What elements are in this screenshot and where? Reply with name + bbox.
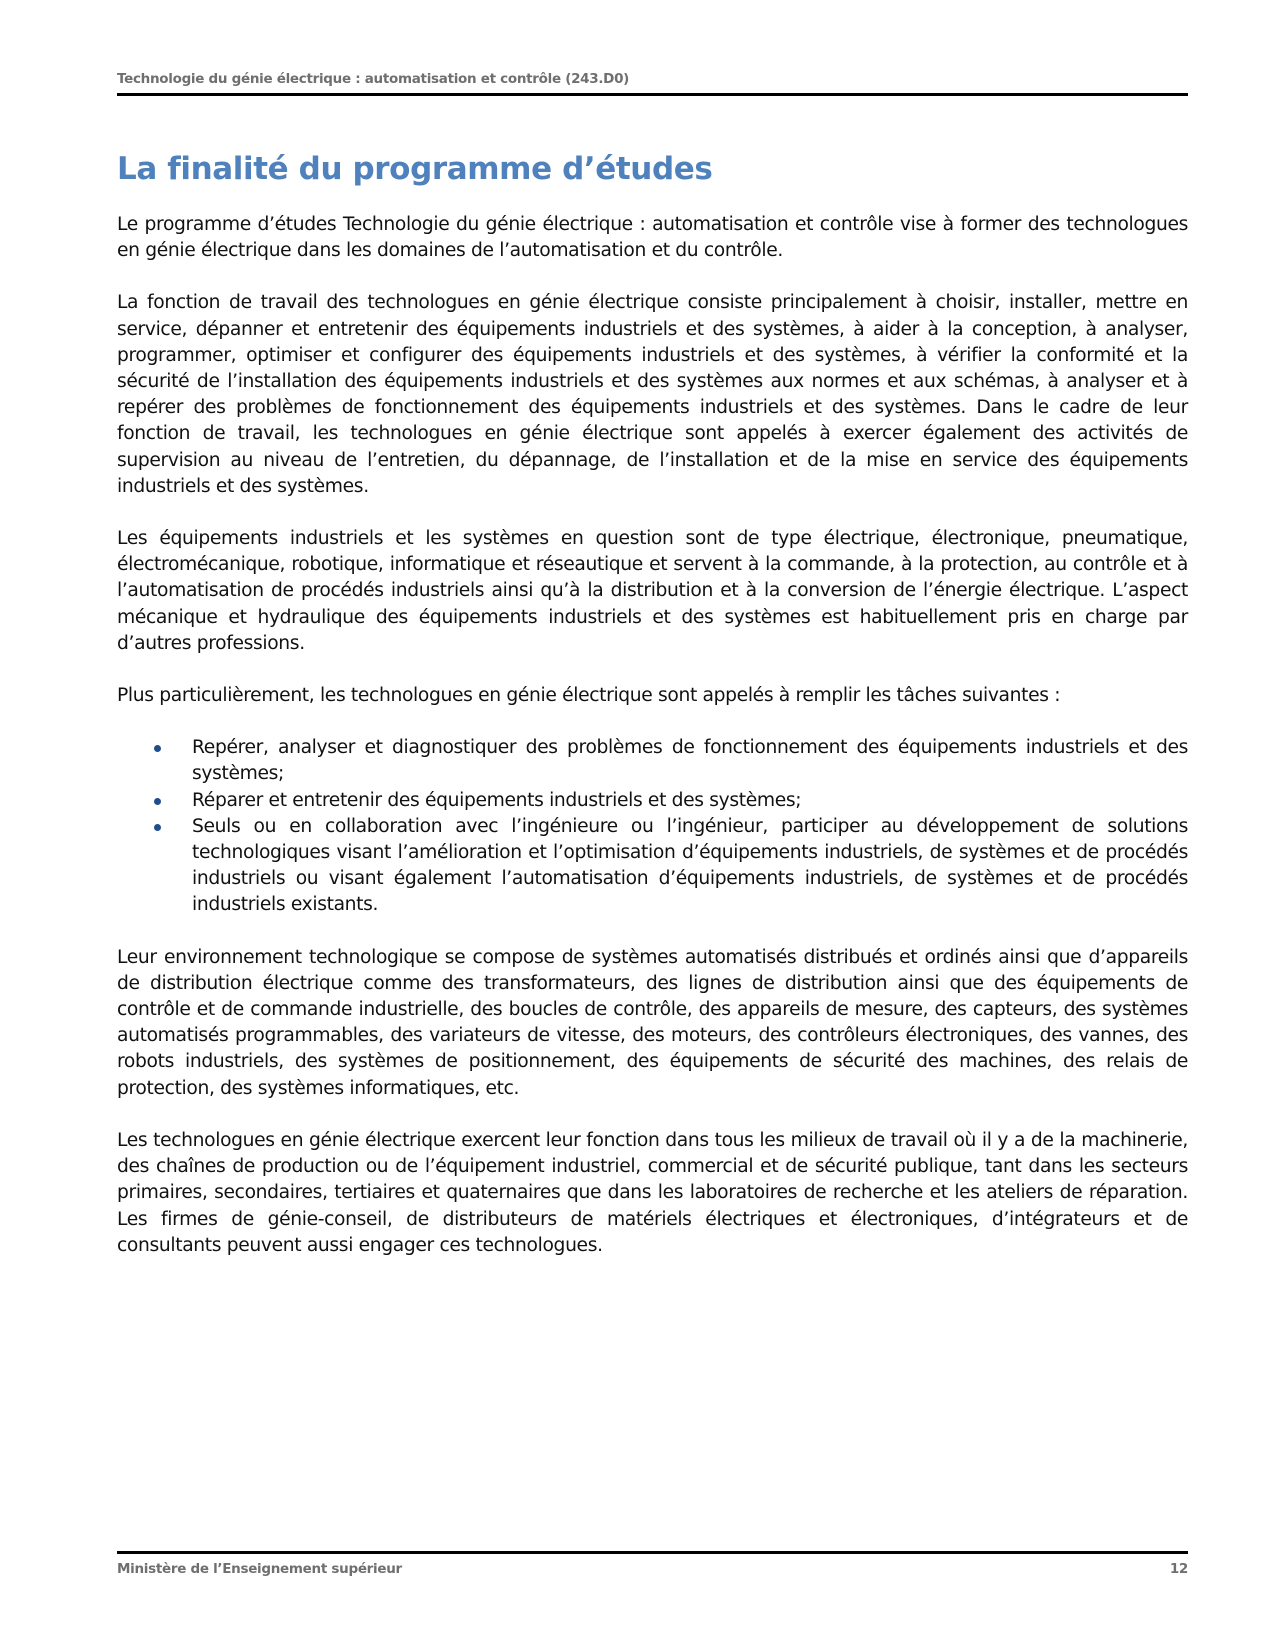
bullet-icon — [154, 745, 161, 752]
bullet-icon — [154, 798, 161, 805]
page-content — [117, 148, 1188, 1259]
bullet-icon — [154, 824, 161, 831]
paragraph-environment: Leur environnement technologique se compose de systèmes automatisés distribués et ordinés ainsi que d’appareils de distribution électrique comme des transformateurs, des lignes de distribution ainsi que des équipements de contrôle et de commande industrielle, des boucles de contrôle, des appareils de mesure, des capteurs, des systèmes automatisés programmables, des variateurs de vitesse, des moteurs, des contrôleurs électroniques, des vannes, des robots industriels, des systèmes de positionnement, des équipements de sécurité des machines, des relais de protection, des systèmes informatiques, etc. — [117, 946, 1188, 1099]
header-rule — [117, 93, 1188, 96]
task-text: Seuls ou en collaboration avec l’ingénieure ou l’ingénieur, participer au développement de solutions technologiques visant l’amélioration et l’optimisation d’équipements industriels, de systèmes et de procédés industriels ou visant également l’automatisation d’équipements industriels, de systèmes et de procédés industriels existants. — [192, 815, 1188, 916]
page-header — [117, 70, 1188, 96]
page-footer — [117, 1551, 1188, 1578]
footer-organization: Ministère de l’Enseignement supérieur — [117, 1561, 402, 1577]
task-list-item — [117, 814, 1188, 919]
page-number: 12 — [1169, 1561, 1188, 1577]
task-list — [117, 735, 1188, 918]
paragraph-intro: Le programme d’études Technologie du génie électrique : automatisation et contrôle vise à former des technologues en génie électrique dans les domaines de l’automatisation et du contrôle. — [117, 214, 1188, 262]
task-text: Réparer et entretenir des équipements industriels et des systèmes; — [192, 789, 802, 811]
section-title: La finalité du programme d’études — [117, 151, 713, 187]
task-text: Repérer, analyser et diagnostiquer des problèmes de fonctionnement des équipements industriels et des systèmes; — [192, 737, 1188, 785]
paragraph-work-function: La fonction de travail des technologues en génie électrique consiste principalement à choisir, installer, mettre en service, dépanner et entretenir des équipements industriels et des systèmes, à aider à la conception, à analyser, programmer, optimiser et configurer des équipements industriels et des systèmes, à vérifier la conformité et la sécurité de l’installation des équipements industriels et des systèmes aux normes et aux schémas, à analyser et à repérer des problèmes de fonctionnement des équipements industriels et des systèmes. Dans le cadre de leur fonction de travail, les technologues en génie électrique sont appelés à exercer également des activités de supervision au niveau de l’entretien, du dépannage, de l’installation et de la mise en service des équipements industriels et des systèmes. — [117, 292, 1188, 497]
task-list-item — [117, 788, 1188, 814]
paragraph-tasks-intro: Plus particulièrement, les technologues en génie électrique sont appelés à remplir les tâches suivantes : — [117, 685, 1061, 707]
running-title: Technologie du génie électrique : automatisation et contrôle (243.D0) — [117, 71, 630, 87]
footer-rule — [117, 1551, 1188, 1554]
task-list-item — [117, 735, 1188, 787]
paragraph-equipment: Les équipements industriels et les systèmes en question sont de type électrique, électronique, pneumatique, électromécanique, robotique, informatique et réseautique et servent à la commande, à la protection, au contrôle et à l’automatisation de procédés industriels ainsi qu’à la distribution et à la conversion de l’énergie électrique. L’aspect mécanique et hydraulique des équipements industriels et des systèmes est habituellement pris en charge par d’autres professions. — [117, 528, 1188, 654]
paragraph-workplaces: Les technologues en génie électrique exercent leur fonction dans tous les milieux de travail où il y a de la machinerie, des chaînes de production ou de l’équipement industriel, commercial et de sécurité publique, tant dans les secteurs primaires, secondaires, tertiaires et quaternaires que dans les laboratoires de recherche et les ateliers de réparation. Les firmes de génie-conseil, de distributeurs de matériels électriques et électroniques, d’intégrateurs et de consultants peuvent aussi engager ces technologues. — [117, 1129, 1188, 1256]
